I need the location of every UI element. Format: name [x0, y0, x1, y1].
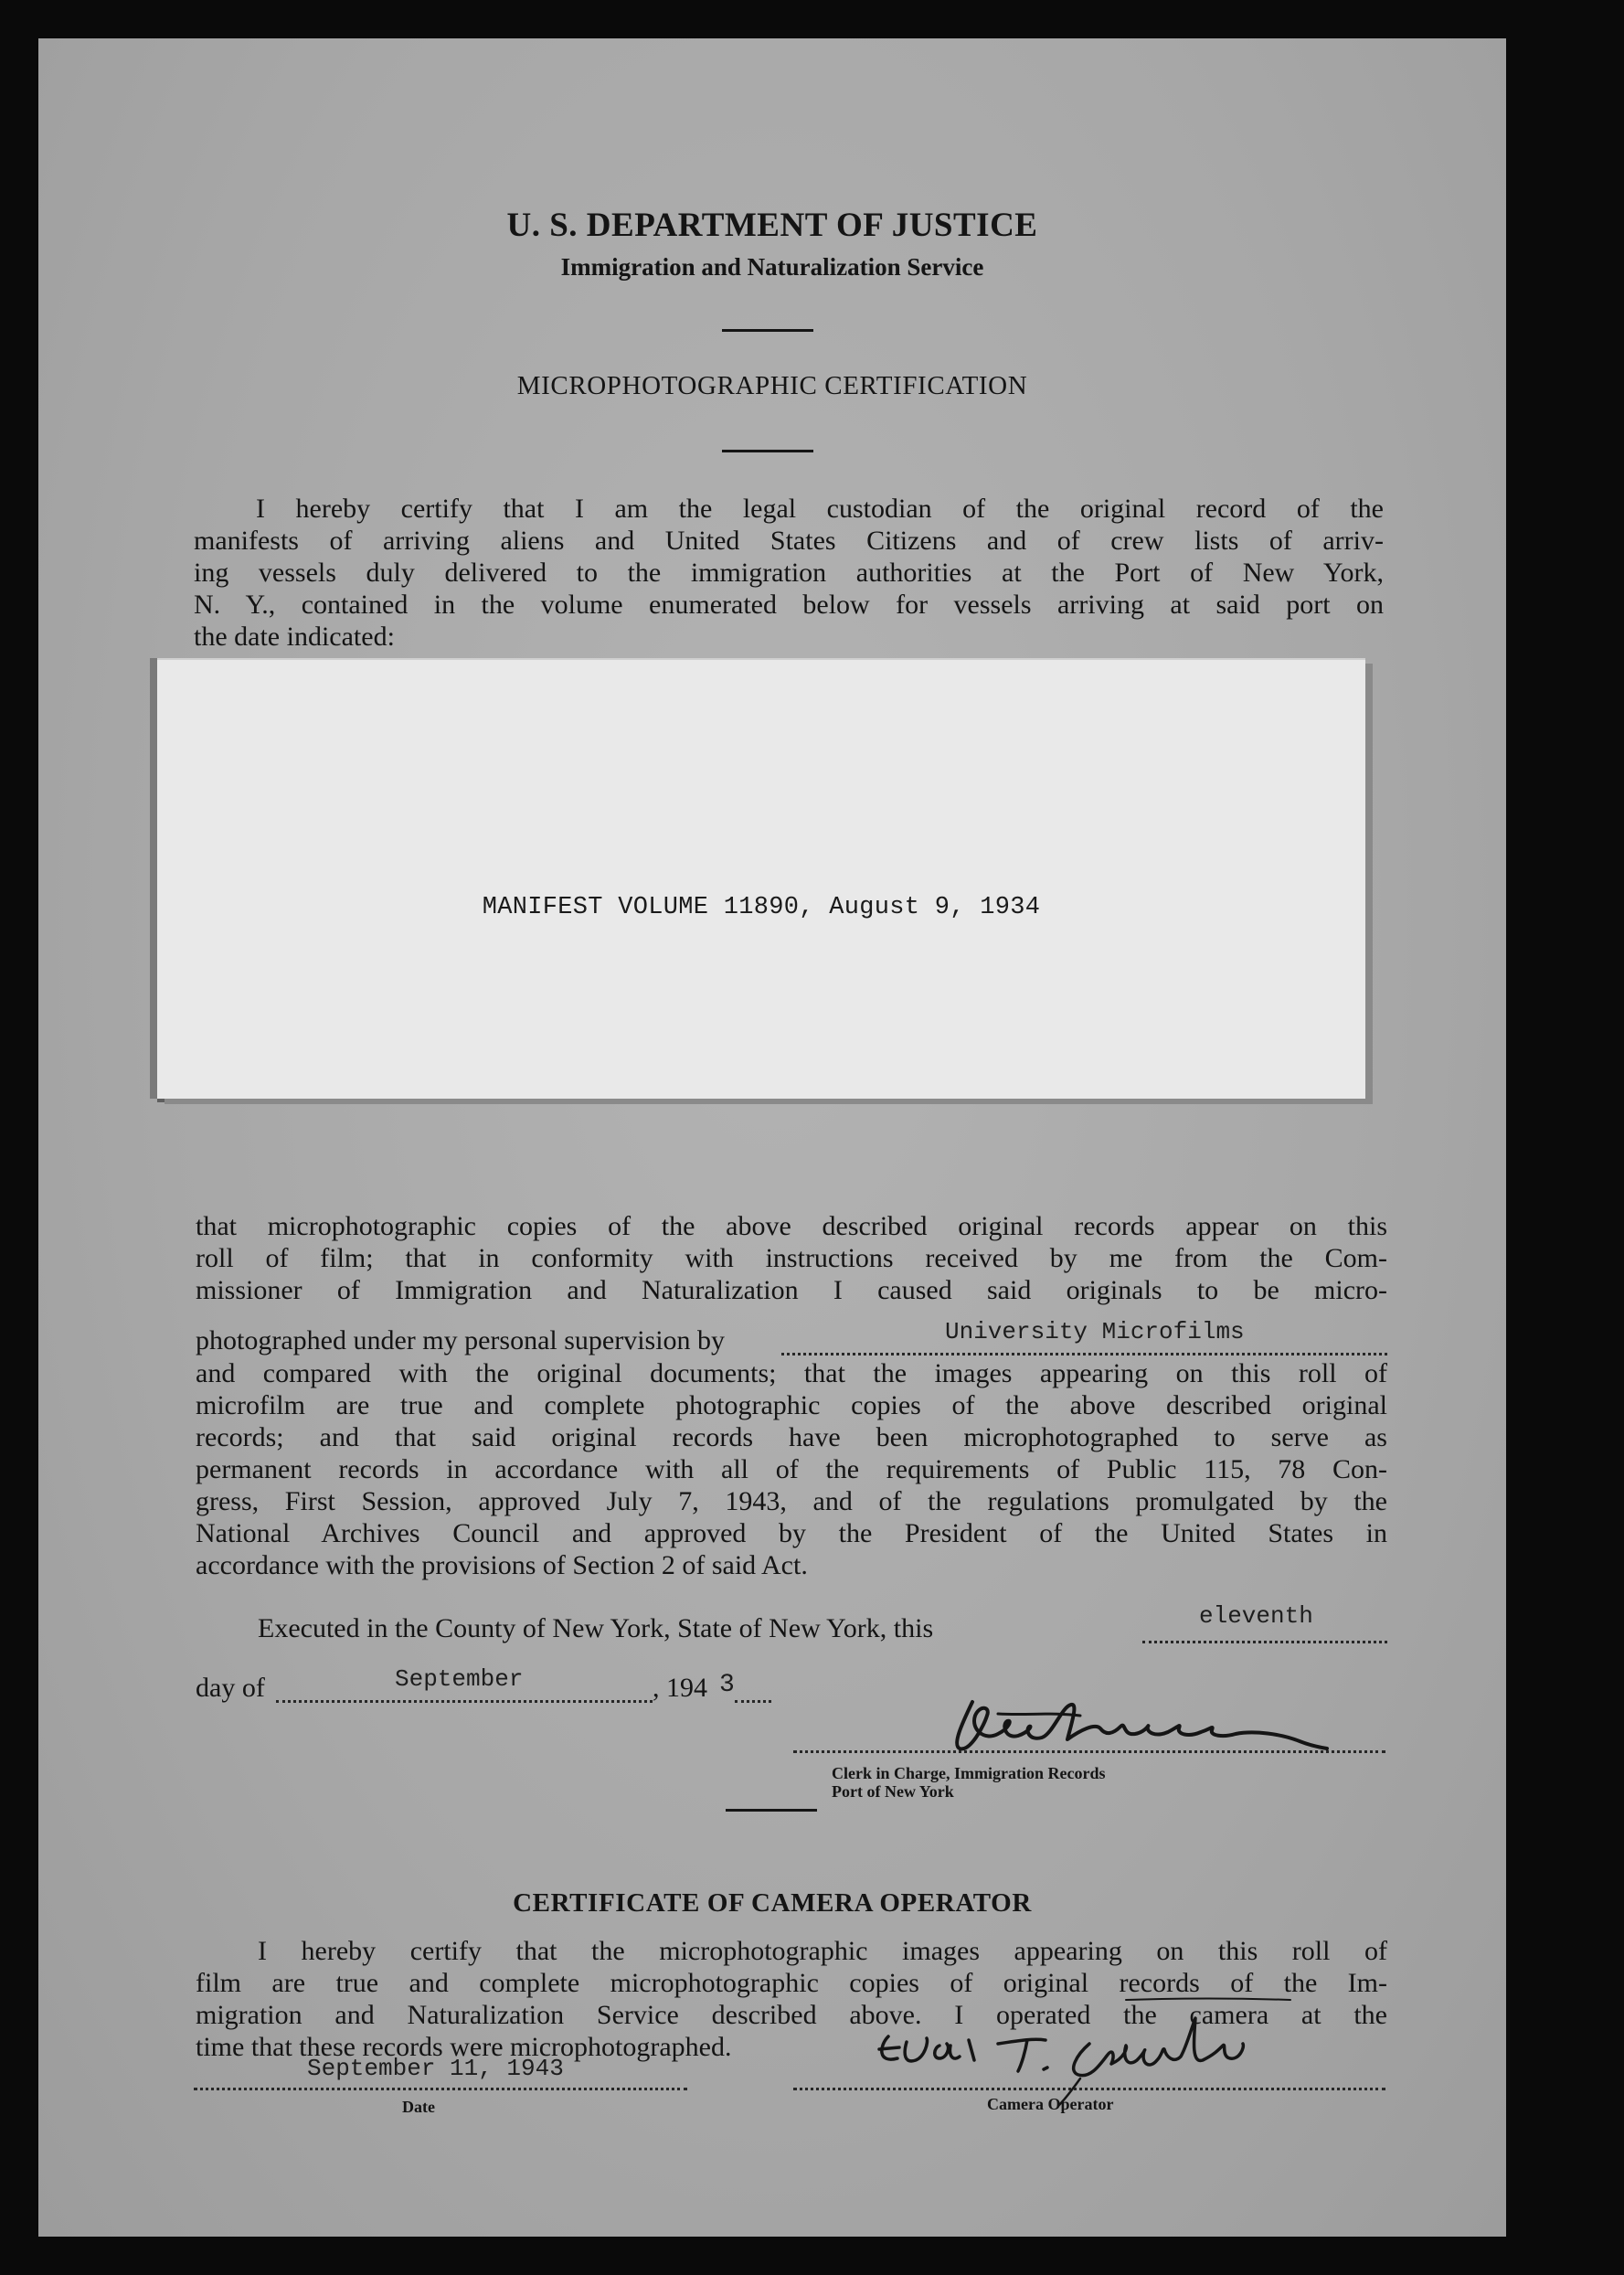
date-label: Date — [402, 2098, 435, 2116]
intro-line: ing vessels duly delivered to the immigration authorities at the Port of New York, — [194, 558, 1384, 588]
executed-prefix: Executed in the County of New York, State of New York, this — [258, 1613, 934, 1643]
day-of-label: day of — [196, 1673, 265, 1703]
dotted-fill-line — [276, 1700, 653, 1703]
body-line: microfilm are true and complete photographic copies of the above described original — [196, 1390, 1387, 1420]
camera-certificate-title: CERTIFICATE OF CAMERA OPERATOR — [513, 1888, 1032, 1918]
body-paragraph-continued — [196, 1357, 1387, 1581]
body-line: and compared with the original documents; that the images appearing on this roll of — [196, 1358, 1387, 1388]
camera-line: I hereby certify that the microphotographic images appearing on this roll of — [258, 1936, 1387, 1966]
manifest-card — [157, 658, 1365, 1099]
body-line: permanent records in accordance with all of the requirements of Public 115, 78 Con- — [196, 1454, 1387, 1484]
divider-rule — [722, 329, 813, 332]
executed-line — [258, 1602, 1387, 1650]
intro-line: manifests of arriving aliens and United States Citizens and of crew lists of arriv- — [194, 526, 1384, 556]
camera-line: time that these records were microphotographed. — [196, 2032, 732, 2062]
document-sheet — [38, 38, 1506, 2237]
date-value: September 11, 1943 — [307, 2055, 564, 2082]
divider-rule — [726, 1809, 817, 1812]
dotted-fill-line — [781, 1353, 1387, 1355]
certification-title: MICROPHOTOGRAPHIC CERTIFICATION — [516, 371, 1028, 400]
year-prefix: , 194 — [653, 1673, 707, 1703]
intro-line: the date indicated: — [194, 622, 395, 652]
supervision-prefix: photographed under my personal supervision by — [196, 1325, 726, 1355]
divider-rule — [722, 450, 813, 452]
month-value: September — [395, 1665, 524, 1693]
dotted-fill-line — [735, 1700, 771, 1703]
body-line: accordance with the provisions of Section 2 of said Act. — [196, 1550, 808, 1580]
service-subheading: Immigration and Naturalization Service — [560, 253, 984, 281]
manifest-volume-text: MANIFEST VOLUME 11890, August 9, 1934 — [482, 894, 1041, 921]
body-line: gress, First Session, approved July 7, 1943, and of the regulations promulgated by the — [196, 1486, 1387, 1516]
clerk-title-line2: Port of New York — [832, 1782, 954, 1801]
year-digit: 3 — [719, 1671, 735, 1699]
day-value: eleventh — [1199, 1602, 1313, 1630]
intro-line: N. Y., contained in the volume enumerated below for vessels arriving at said port on — [194, 590, 1384, 620]
operator-signature — [852, 1991, 1364, 2110]
department-heading: U. S. DEPARTMENT OF JUSTICE — [506, 207, 1038, 244]
body-line: that microphotographic copies of the above described original records appear on this — [196, 1211, 1387, 1241]
camera-line: film are true and complete microphotographic copies of original records of the Im- — [196, 1968, 1387, 1998]
camera-operator-label: Camera Operator — [987, 2095, 1114, 2113]
date-line — [194, 2088, 687, 2090]
day-of-line — [196, 1665, 890, 1709]
intro-line: I hereby certify that I am the legal custodian of the original record of the — [256, 494, 1384, 524]
clerk-signature — [934, 1688, 1336, 1761]
supervision-line — [196, 1318, 1387, 1362]
intro-paragraph — [194, 493, 1384, 653]
body-line: roll of film; that in conformity with instructions received by me from the Com- — [196, 1243, 1387, 1273]
dotted-fill-line — [1142, 1641, 1387, 1643]
camera-line: migration and Naturalization Service described above. I operated the camera at the — [196, 2000, 1387, 2030]
body-paragraph — [196, 1210, 1387, 1306]
microfilmer-value: University Microfilms — [945, 1318, 1245, 1345]
body-line: National Archives Council and approved by the President of the United States in — [196, 1518, 1387, 1548]
body-line: records; and that said original records have been microphotographed to serve as — [196, 1422, 1387, 1452]
clerk-title-line1: Clerk in Charge, Immigration Records — [832, 1764, 1106, 1782]
body-line: missioner of Immigration and Naturalization I caused said originals to be micro- — [196, 1275, 1387, 1305]
